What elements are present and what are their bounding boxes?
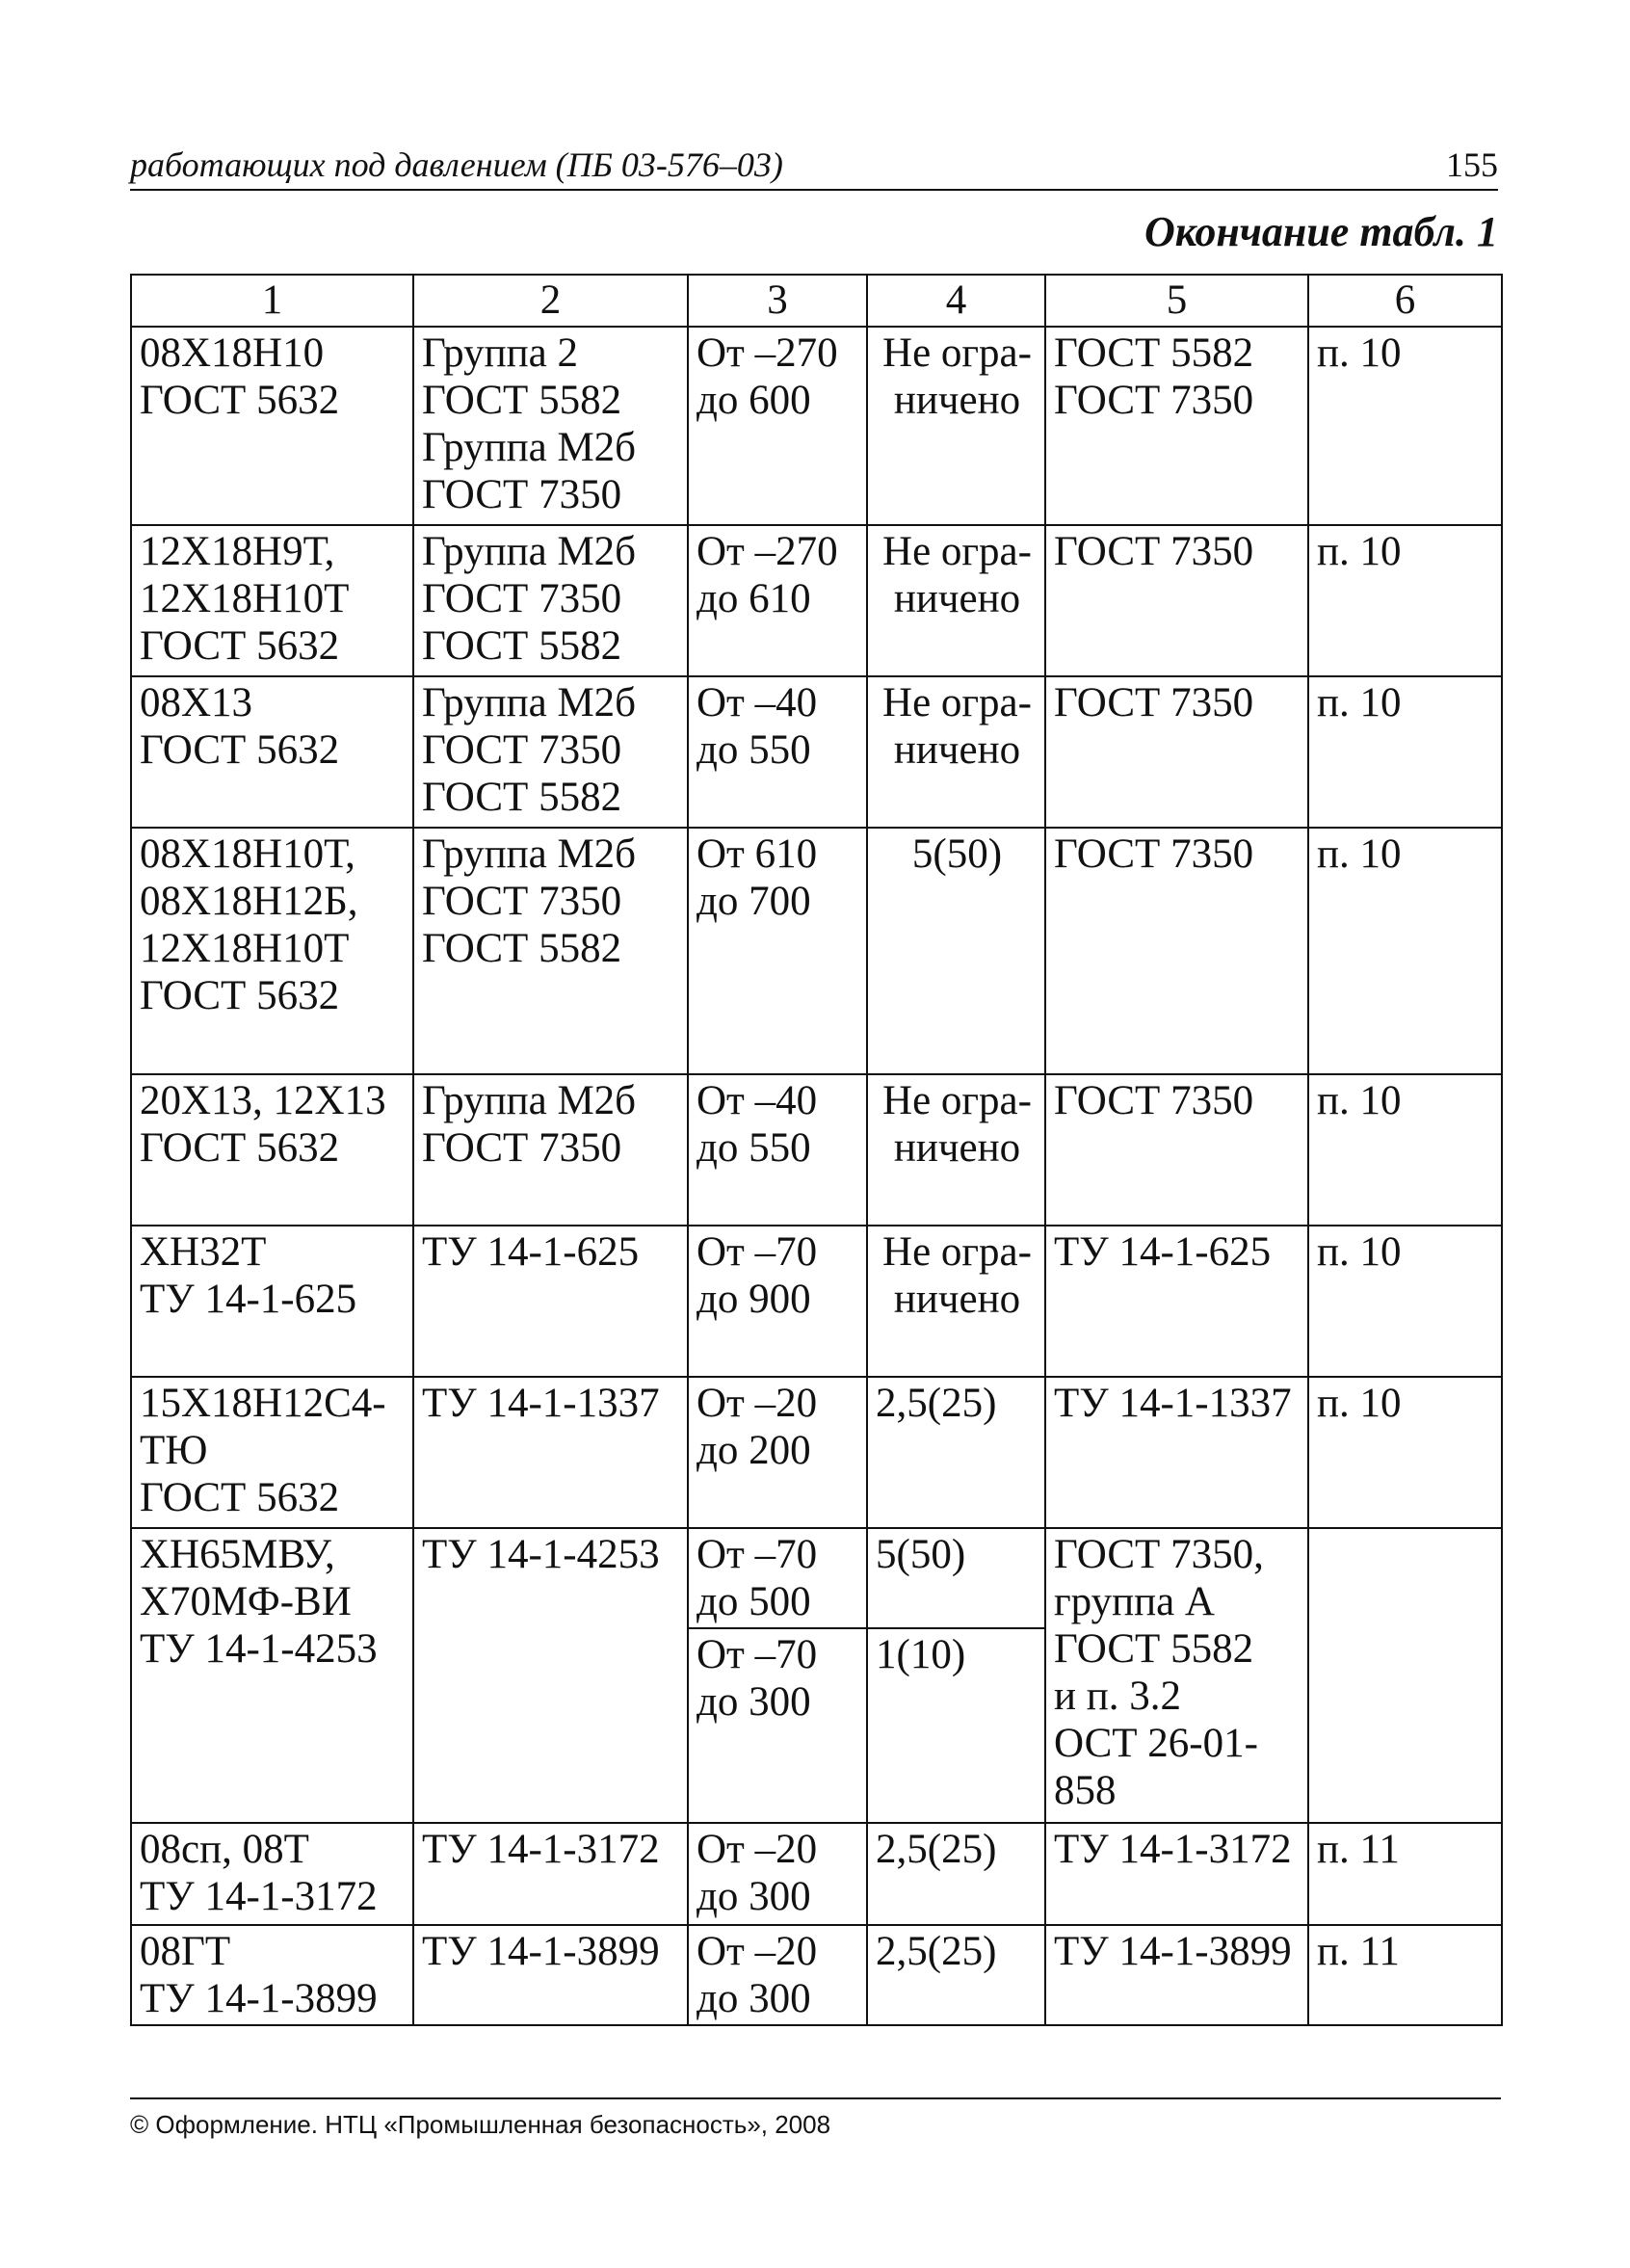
column-header: 3 bbox=[688, 275, 867, 327]
table-cell: ГОСТ 7350, группа А ГОСТ 5582 и п. 3.2 ОСТ 26-01- 858 bbox=[1045, 1528, 1308, 1823]
table-cell: п. 11 bbox=[1308, 1925, 1502, 2025]
table-cell: ТУ 14-1-3899 bbox=[1045, 1925, 1308, 2025]
table-cell: 08Х18Н10Т, 08Х18Н12Б, 12Х18Н10Т ГОСТ 5632 bbox=[131, 828, 413, 1074]
table-cell: От –40 до 550 bbox=[688, 676, 867, 828]
table-cell: ТУ 14-1-3899 bbox=[413, 1925, 688, 2025]
table-cell: ХН65МВУ, Х70МФ-ВИ ТУ 14-1-4253 bbox=[131, 1528, 413, 1823]
table-row bbox=[131, 1925, 1502, 2025]
table-cell: 08Х13 ГОСТ 5632 bbox=[131, 676, 413, 828]
table-cell: ГОСТ 7350 bbox=[1045, 525, 1308, 676]
column-header: 1 bbox=[131, 275, 413, 327]
table-cell: От –20 до 300 bbox=[688, 1823, 867, 1925]
table-cell: Не огра- ничено bbox=[867, 327, 1045, 525]
table-cell: ГОСТ 7350 bbox=[1045, 1074, 1308, 1226]
table-row bbox=[131, 828, 1502, 1074]
table-cell: п. 10 bbox=[1308, 1226, 1502, 1377]
table-cell: Не огра- ничено bbox=[867, 1074, 1045, 1226]
table-cell: 20Х13, 12Х13 ГОСТ 5632 bbox=[131, 1074, 413, 1226]
table-cell: От –70 до 500 bbox=[688, 1528, 867, 1628]
running-header bbox=[130, 145, 1498, 191]
table-header-row bbox=[131, 275, 1502, 327]
table-row bbox=[131, 1074, 1502, 1226]
table-cell: 5(50) bbox=[867, 1528, 1045, 1628]
table-cell: ГОСТ 7350 bbox=[1045, 676, 1308, 828]
table-cell: ТУ 14-1-1337 bbox=[1045, 1377, 1308, 1528]
table-cell: 08ГТ ТУ 14-1-3899 bbox=[131, 1925, 413, 2025]
table-cell: ТУ 14-1-1337 bbox=[413, 1377, 688, 1528]
table-cell: От –270 до 610 bbox=[688, 525, 867, 676]
table-cell: 2,5(25) bbox=[867, 1925, 1045, 2025]
column-header: 6 bbox=[1308, 275, 1502, 327]
table-cell: п. 10 bbox=[1308, 1074, 1502, 1226]
table-cell: п. 10 bbox=[1308, 327, 1502, 525]
table-cell: п. 10 bbox=[1308, 1377, 1502, 1528]
table-cell: ТУ 14-1-4253 bbox=[413, 1528, 688, 1823]
table-caption: Окончание табл. 1 bbox=[1144, 208, 1498, 255]
table-cell: ТУ 14-1-3172 bbox=[413, 1823, 688, 1925]
table-row bbox=[131, 676, 1502, 828]
table-cell: ХН32Т ТУ 14-1-625 bbox=[131, 1226, 413, 1377]
table-row bbox=[131, 1823, 1502, 1925]
table-cell: ГОСТ 7350 bbox=[1045, 828, 1308, 1074]
table-cell: Группа М2б ГОСТ 7350 ГОСТ 5582 bbox=[413, 676, 688, 828]
table-cell bbox=[1308, 1528, 1502, 1823]
table-cell: 2,5(25) bbox=[867, 1823, 1045, 1925]
table-cell: 08Х18Н10 ГОСТ 5632 bbox=[131, 327, 413, 525]
table-cell: ГОСТ 5582 ГОСТ 7350 bbox=[1045, 327, 1308, 525]
table-cell: От –70 до 900 bbox=[688, 1226, 867, 1377]
table-cell: Группа 2 ГОСТ 5582 Группа М2б ГОСТ 7350 bbox=[413, 327, 688, 525]
table-cell: От –40 до 550 bbox=[688, 1074, 867, 1226]
table-cell: Не огра- ничено bbox=[867, 525, 1045, 676]
table-row bbox=[131, 1226, 1502, 1377]
table-cell: Группа М2б ГОСТ 7350 ГОСТ 5582 bbox=[413, 828, 688, 1074]
table-row bbox=[131, 1377, 1502, 1528]
page-number: 155 bbox=[1446, 145, 1498, 184]
table-cell: п. 11 bbox=[1308, 1823, 1502, 1925]
table-cell: Группа М2б ГОСТ 7350 ГОСТ 5582 bbox=[413, 525, 688, 676]
table-cell: ТУ 14-1-625 bbox=[1045, 1226, 1308, 1377]
table-cell: п. 10 bbox=[1308, 828, 1502, 1074]
table-cell: 12Х18Н9Т, 12Х18Н10Т ГОСТ 5632 bbox=[131, 525, 413, 676]
table-cell: От 610 до 700 bbox=[688, 828, 867, 1074]
table-cell: 15Х18Н12С4- ТЮ ГОСТ 5632 bbox=[131, 1377, 413, 1528]
table-cell: п. 10 bbox=[1308, 525, 1502, 676]
materials-table bbox=[130, 274, 1503, 2026]
table-cell: Не огра- ничено bbox=[867, 676, 1045, 828]
column-header: 5 bbox=[1045, 275, 1308, 327]
running-header-title: работающих под давлением (ПБ 03-576–03) bbox=[130, 145, 783, 184]
table-cell: 2,5(25) bbox=[867, 1377, 1045, 1528]
table-cell: ТУ 14-1-625 bbox=[413, 1226, 688, 1377]
column-header: 2 bbox=[413, 275, 688, 327]
table-cell: От –270 до 600 bbox=[688, 327, 867, 525]
table-cell: От –20 до 200 bbox=[688, 1377, 867, 1528]
table-cell: Не огра- ничено bbox=[867, 1226, 1045, 1377]
footer-divider bbox=[130, 2097, 1501, 2099]
table-cell: Группа М2б ГОСТ 7350 bbox=[413, 1074, 688, 1226]
table-row bbox=[131, 525, 1502, 676]
table-row bbox=[131, 1528, 1502, 1628]
table-cell: п. 10 bbox=[1308, 676, 1502, 828]
table-cell: От –70 до 300 bbox=[688, 1628, 867, 1823]
table-row bbox=[131, 327, 1502, 525]
table-cell: 5(50) bbox=[867, 828, 1045, 1074]
table-cell: 08сп, 08Т ТУ 14-1-3172 bbox=[131, 1823, 413, 1925]
table-cell: ТУ 14-1-3172 bbox=[1045, 1823, 1308, 1925]
table-cell: От –20 до 300 bbox=[688, 1925, 867, 2025]
table-cell: 1(10) bbox=[867, 1628, 1045, 1823]
column-header: 4 bbox=[867, 275, 1045, 327]
copyright-footer: © Оформление. НТЦ «Промышленная безопасность», 2008 bbox=[130, 2110, 831, 2139]
